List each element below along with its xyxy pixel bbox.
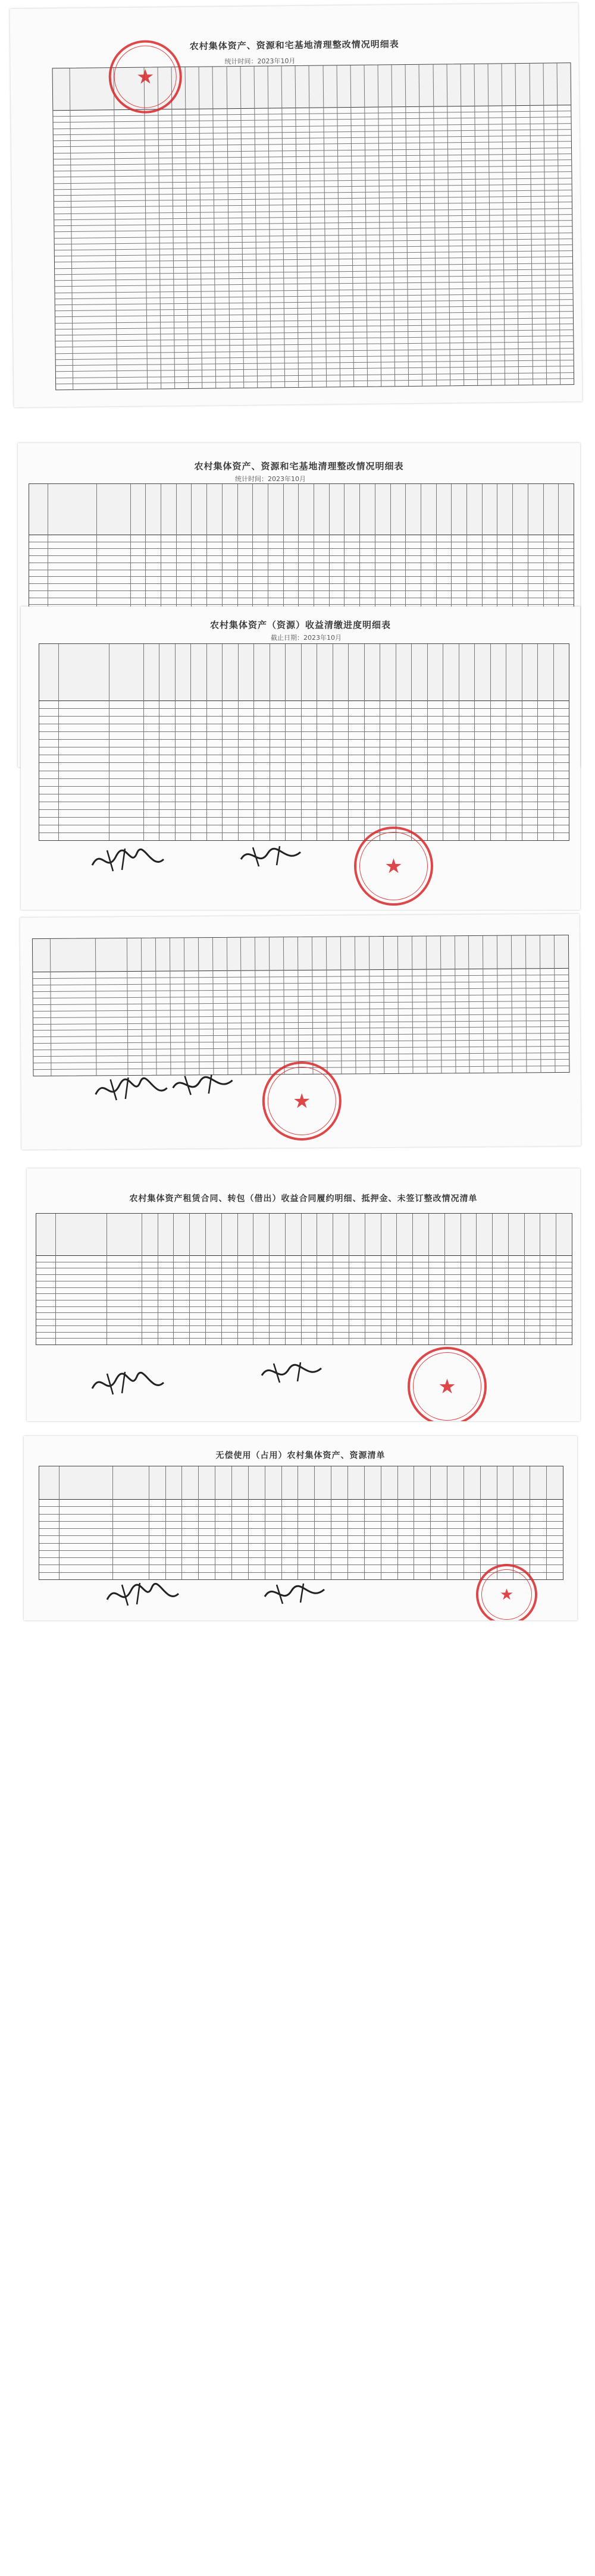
table-header-divider	[39, 1499, 563, 1500]
table-row-line	[33, 975, 568, 979]
document-page-6	[24, 1436, 577, 1620]
table-row-line	[54, 178, 572, 184]
table-row-line	[39, 716, 569, 717]
table-column-line	[143, 644, 144, 840]
table-row-line	[54, 117, 571, 123]
table-row-line	[39, 1521, 563, 1522]
table-row-line	[33, 1033, 569, 1037]
table-column-line	[205, 1214, 206, 1344]
table-column-line	[165, 1466, 166, 1579]
table-row-line	[29, 555, 574, 556]
table-column-line	[285, 1214, 286, 1344]
data-table	[32, 935, 570, 1076]
red-star-seal-icon: ★	[262, 1061, 342, 1141]
table-column-line	[238, 644, 239, 840]
table-row-line	[39, 731, 569, 732]
table-row-line	[55, 281, 572, 287]
table-column-line	[301, 644, 302, 840]
table-column-line	[59, 1466, 60, 1579]
table-column-line	[190, 644, 191, 840]
page-subtitle: 统计时间：2023年10月	[224, 56, 296, 66]
table-column-line	[508, 1214, 509, 1344]
table-row-line	[33, 994, 569, 998]
table-row-line	[39, 817, 569, 818]
table-column-line	[221, 1214, 222, 1344]
table-row-line	[55, 257, 572, 263]
table-row-line	[56, 348, 574, 354]
table-header-divider	[39, 700, 569, 701]
table-row-line	[55, 269, 572, 275]
table-row-line	[55, 305, 573, 311]
table-row-line	[33, 1007, 569, 1011]
table-row-line	[55, 329, 573, 335]
table-column-line	[364, 1466, 365, 1579]
handwritten-signature-icon	[104, 1576, 181, 1611]
handwritten-signature-icon	[238, 841, 303, 871]
table-row-line	[39, 786, 569, 787]
table-column-line	[189, 1214, 190, 1344]
table-row-line	[39, 1557, 563, 1558]
table-row-line	[33, 1053, 569, 1057]
page-title: 农村集体资产、资源和宅基地清理整改情况明细表	[194, 461, 404, 472]
table-row-line	[54, 196, 572, 202]
table-column-line	[427, 644, 428, 840]
table-row-line	[39, 1535, 563, 1536]
red-star-seal-icon: ★	[476, 1564, 537, 1620]
table-row-line	[54, 153, 571, 159]
table-row-line	[36, 1287, 572, 1288]
table-row-line	[55, 287, 573, 293]
table-column-line	[546, 1466, 547, 1579]
table-row-line	[54, 141, 571, 147]
table-column-line	[348, 644, 349, 840]
table-column-line	[58, 644, 59, 840]
handwritten-signature-icon	[89, 1365, 167, 1400]
handwritten-signature-icon	[89, 841, 167, 877]
table-row-line	[33, 1039, 569, 1044]
table-column-line	[281, 1466, 282, 1579]
table-row-line	[33, 988, 569, 992]
table-column-line	[347, 1466, 348, 1579]
red-star-seal-icon: ★	[108, 40, 182, 114]
table-row-line	[54, 123, 571, 129]
page-title: 农村集体资产、资源和宅基地清理整改情况明细表	[189, 39, 399, 52]
page-subtitle: 截止日期：2023年10月	[271, 634, 342, 642]
handwritten-signature-icon	[92, 1070, 170, 1107]
table-column-line	[476, 1214, 477, 1344]
table-row-line	[36, 1274, 572, 1275]
table-row-line	[39, 739, 569, 740]
table-row-line	[29, 604, 574, 605]
table-row-line	[56, 360, 574, 366]
table-column-line	[430, 1466, 431, 1579]
table-column-line	[301, 1214, 302, 1344]
table-row-line	[36, 1306, 572, 1307]
table-column-line	[198, 1466, 199, 1579]
table-row-line	[29, 590, 574, 591]
table-row-line	[39, 762, 569, 763]
handwritten-signature-icon	[262, 1579, 327, 1609]
table-row-line	[36, 1338, 572, 1339]
document-page-1	[10, 3, 583, 407]
table-row-line	[39, 778, 569, 779]
table-row-line	[54, 165, 571, 171]
document-page-4	[20, 914, 581, 1150]
table-row-line	[33, 1046, 569, 1050]
table-row-line	[36, 1293, 572, 1294]
table-column-line	[480, 1466, 481, 1579]
table-row-line	[39, 1506, 563, 1507]
table-row-line	[54, 147, 571, 153]
table-row-line	[56, 354, 574, 360]
table-column-line	[112, 1466, 113, 1579]
table-column-line	[396, 1214, 397, 1344]
table-row-line	[54, 135, 571, 141]
table-row-line	[55, 299, 573, 305]
data-table	[52, 62, 575, 390]
table-row-line	[54, 226, 572, 232]
table-column-line	[269, 1214, 270, 1344]
table-column-line	[206, 644, 207, 840]
table-row-line	[33, 981, 568, 985]
data-table	[39, 643, 569, 841]
table-row-line	[33, 1020, 569, 1024]
table-column-line	[173, 1214, 174, 1344]
table-row-line	[54, 220, 572, 226]
table-row-line	[56, 378, 574, 384]
table-row-line	[54, 159, 571, 165]
table-column-line	[231, 1466, 232, 1579]
table-row-line	[55, 342, 573, 348]
page-title: 农村集体资产（资源）收益清缴进度明细表	[209, 620, 391, 630]
handwritten-signature-icon	[259, 1358, 324, 1387]
table-row-line	[39, 1514, 563, 1515]
page-title: 无偿使用（占用）农村集体资产、资源清单	[215, 1451, 386, 1460]
table-row-line	[36, 1332, 572, 1333]
table-row-line	[55, 250, 572, 256]
table-row-line	[39, 1528, 563, 1529]
table-row-line	[54, 214, 572, 220]
table-column-line	[412, 1214, 413, 1344]
table-row-line	[36, 1325, 572, 1326]
table-row-line	[39, 708, 569, 709]
table-row-line	[29, 576, 574, 577]
table-column-line	[444, 1214, 445, 1344]
red-star-seal-icon: ★	[408, 1347, 487, 1421]
handwritten-signature-icon	[170, 1070, 235, 1100]
table-column-line	[524, 1214, 525, 1344]
table-row-line	[39, 1543, 563, 1544]
table-row-line	[54, 190, 572, 196]
table-column-line	[364, 644, 365, 840]
table-row-line	[33, 1001, 569, 1005]
table-row-line	[33, 1013, 569, 1017]
red-star-seal-icon: ★	[354, 827, 433, 906]
table-row-line	[55, 244, 572, 250]
page-title: 农村集体资产租赁合同、转包（借出）收益合同履约明细、抵押金、未签订整改情况清单	[129, 1194, 478, 1204]
table-column-line	[397, 1466, 398, 1579]
table-column-line	[474, 644, 475, 840]
table-row-line	[39, 1550, 563, 1551]
table-column-line	[490, 644, 491, 840]
table-column-line	[314, 1466, 315, 1579]
table-column-line	[237, 1214, 238, 1344]
table-row-line	[55, 323, 573, 329]
table-header-divider	[36, 1255, 572, 1256]
table-column-line	[55, 1214, 56, 1344]
data-table	[39, 1466, 563, 1580]
table-row-line	[53, 111, 571, 117]
table-row-line	[56, 372, 574, 378]
table-column-line	[492, 1214, 493, 1344]
table-row-line	[55, 293, 573, 299]
page-title	[20, 922, 580, 926]
table-row-line	[54, 129, 571, 135]
table-row-line	[29, 583, 574, 584]
table-row-line	[55, 335, 573, 341]
table-row-line	[54, 208, 572, 214]
data-table	[36, 1213, 572, 1345]
table-row-line	[55, 275, 572, 281]
table-column-line	[222, 644, 223, 840]
table-row-line	[36, 1319, 572, 1320]
table-column-line	[248, 1466, 249, 1579]
table-row-line	[54, 202, 572, 208]
table-column-line	[253, 644, 254, 840]
document-page-3	[21, 607, 580, 910]
table-column-line	[411, 644, 412, 840]
table-column-line	[175, 644, 176, 840]
table-row-line	[36, 1312, 572, 1313]
table-row-line	[55, 312, 573, 318]
table-row-line	[39, 809, 569, 810]
table-row-line	[55, 318, 573, 323]
table-row-line	[29, 548, 574, 549]
table-row-line	[55, 263, 572, 269]
document-page-5	[27, 1168, 580, 1421]
table-row-line	[33, 1026, 569, 1031]
table-column-line	[181, 1466, 182, 1579]
table-row-line	[54, 172, 571, 178]
page-subtitle: 统计时间：2023年10月	[235, 475, 306, 483]
table-row-line	[56, 366, 574, 372]
table-row-line	[55, 233, 572, 238]
table-column-line	[285, 644, 286, 840]
table-column-line	[553, 644, 554, 840]
table-row-line	[55, 238, 572, 244]
table-row-line	[54, 184, 572, 190]
table-column-line	[537, 644, 538, 840]
table-column-line	[428, 1214, 429, 1344]
